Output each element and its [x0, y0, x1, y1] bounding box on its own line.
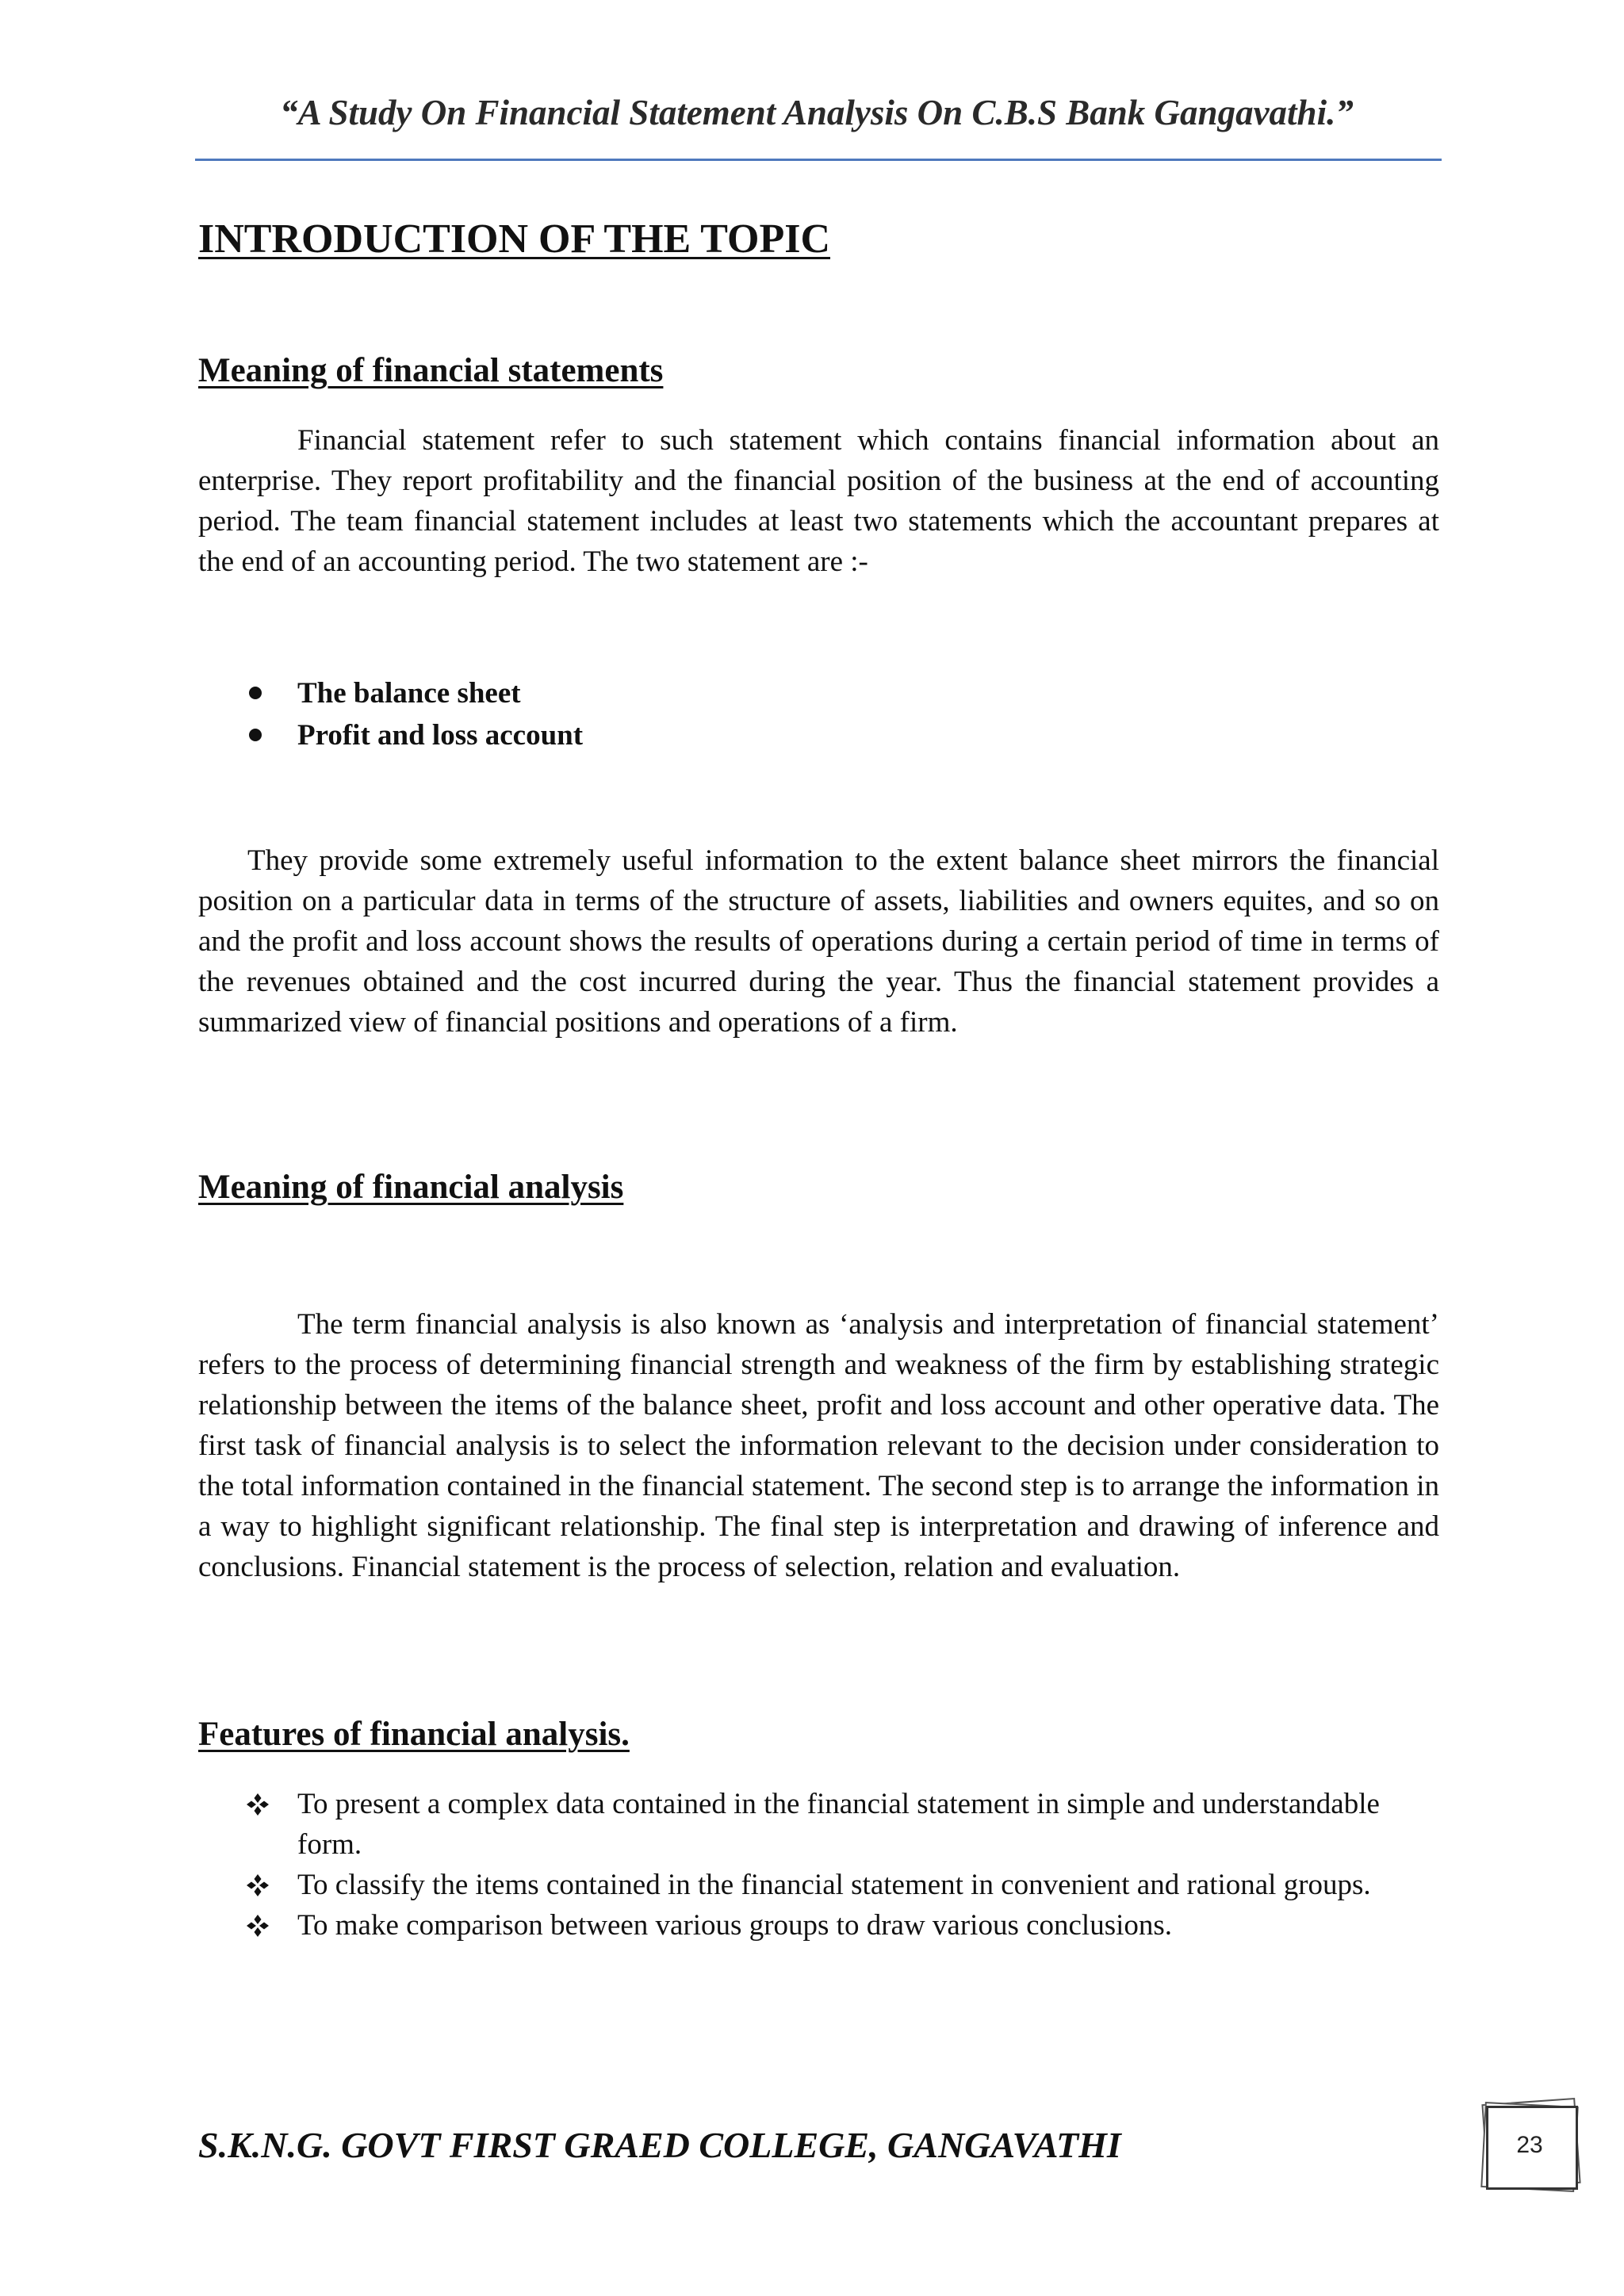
footer-college-name: S.K.N.G. GOVT FIRST GRAED COLLEGE, GANGAVATHI — [198, 2125, 1121, 2165]
four-diamond-bullet-icon — [246, 1793, 270, 1816]
statements-intro-paragraph: Financial statement refer to such statement which contains financial information about an enterprise. They report profitability and the financial position of the business at the end of accounting period. The team financial statement includes at least two statements which the accountant prepares at the end of an accounting period. The two statement are :- — [198, 424, 1439, 578]
list-item-text: To classify the items contained in the financial statement in convenient and rational groups. — [297, 1869, 1371, 1901]
page-title: INTRODUCTION OF THE TOPIC — [198, 216, 831, 262]
four-diamond-bullet-icon — [246, 1873, 270, 1897]
statements-list — [198, 672, 1435, 756]
list-item — [198, 672, 1435, 714]
analysis-body-paragraph: The term financial analysis is also known as ‘analysis and interpretation of financial statement’ refers to the process of determining financial strength and weakness of the firm by establishing strategic relationship between the items of the balance sheet, profit and loss account and other operative data. The first task of financial analysis is to select the information relevant to the decision under consideration to the total information contained in the financial statement. The second step is to arrange the information in a way to highlight significant relationship. The final step is interpretation and drawing of inference and conclusions. Financial statement is the process of selection, relation and evaluation. — [198, 1308, 1439, 1583]
list-item — [198, 1784, 1435, 1865]
list-item-text: Profit and loss account — [297, 719, 584, 752]
heading-financial-statements: Meaning of financial statements — [198, 352, 664, 389]
statements-body-paragraph: They provide some extremely useful information to the extent balance sheet mirrors the financial position on a particular data in terms of the structure of assets, liabilities and owners equites, and so on and the profit and loss account shows the results of operations during a certain period of time in terms of the revenues obtained and the cost incurred during the year. Thus the financial statement provides a summarized view of financial positions and operations of a firm. — [198, 844, 1439, 1039]
heading-features-analysis: Features of financial analysis. — [198, 1716, 630, 1753]
list-item-text: To present a complex data contained in the financial statement in simple and understandable form. — [297, 1788, 1380, 1861]
page-number-box — [1477, 2098, 1584, 2191]
list-item — [198, 714, 1435, 756]
bullet-dot-icon — [249, 687, 262, 699]
four-diamond-bullet-icon — [246, 1914, 270, 1938]
features-list — [198, 1784, 1435, 1946]
header-rule — [195, 159, 1442, 161]
list-item-text: The balance sheet — [297, 677, 521, 710]
page-number: 23 — [1516, 2132, 1543, 2158]
list-item — [198, 1865, 1435, 1905]
bullet-dot-icon — [249, 729, 262, 741]
list-item-text: To make comparison between various groups to draw various conclusions. — [297, 1909, 1173, 1942]
running-header: “A Study On Financial Statement Analysis On C.B.S Bank Gangavathi.” — [280, 93, 1354, 132]
list-item — [198, 1905, 1435, 1946]
heading-financial-analysis: Meaning of financial analysis — [198, 1169, 624, 1206]
